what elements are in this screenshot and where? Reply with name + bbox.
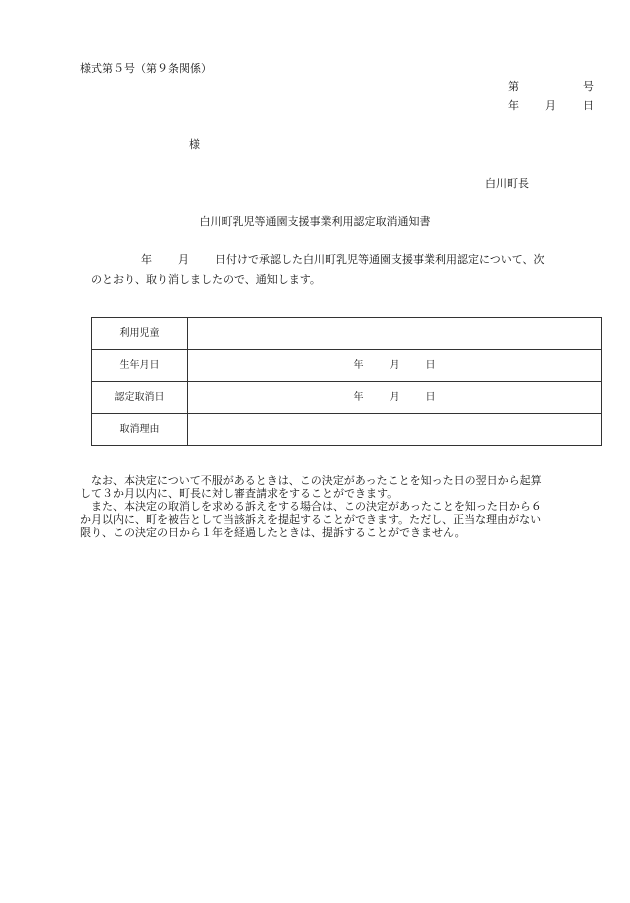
appeal-notice-line-2: して３か月以内に、町長に対し審査請求をすることができます。 — [80, 487, 399, 500]
cancel-date-year: 年 — [353, 391, 364, 403]
body-month: 月 — [178, 253, 189, 266]
birthdate-month: 月 — [389, 359, 400, 371]
form-number: 様式第５号（第９条関係） — [80, 62, 212, 75]
document-number-suffix: 号 — [583, 80, 594, 93]
table-row — [92, 414, 602, 446]
body-line1-text: 日付けで承認した白川町乳児等通園支援事業利用認定について、次 — [215, 253, 545, 266]
notification-detail-table — [91, 317, 602, 446]
lawsuit-notice — [80, 500, 605, 539]
table-label-birthdate: 生年月日 — [92, 350, 188, 382]
appeal-notice — [80, 474, 605, 500]
lawsuit-notice-line-3: 限り、この決定の日から１年を経過したときは、提訴することができません。 — [80, 526, 466, 539]
birthdate-year: 年 — [353, 359, 364, 371]
issue-date-month: 月 — [545, 99, 556, 112]
appeal-notice-line-1: なお、本決定について不服があるときは、この決定があったことを知った日の翌日から起算 — [91, 474, 542, 487]
issue-date-year: 年 — [508, 99, 519, 112]
birthdate-day: 日 — [425, 359, 436, 371]
table-value-cancel-date — [188, 382, 602, 414]
lawsuit-notice-line-1: また、本決定の取消しを求める訴えをする場合は、この決定があったことを知った日から６ — [91, 500, 542, 513]
issuer-name: 白川町長 — [485, 177, 529, 190]
table-value-birthdate — [188, 350, 602, 382]
document-number-prefix: 第 — [508, 80, 519, 93]
table-row — [92, 318, 602, 350]
recipient-suffix: 様 — [189, 138, 200, 151]
lawsuit-notice-line-2: か月以内に、町を被告として当該訴えを提起することができます。ただし、正当な理由がない — [80, 513, 542, 526]
table-label-cancel-date: 認定取消日 — [92, 382, 188, 414]
table-value-reason — [188, 414, 602, 446]
cancel-date-month: 月 — [389, 391, 400, 403]
body-paragraph-line-1 — [141, 254, 545, 265]
body-paragraph-line-2: のとおり、取り消しましたので、通知します。 — [91, 273, 321, 286]
issue-date-day: 日 — [583, 99, 594, 112]
table-value-child — [188, 318, 602, 350]
cancel-date-day: 日 — [425, 391, 436, 403]
document-title: 白川町乳児等通園支援事業利用認定取消通知書 — [199, 215, 431, 228]
table-row — [92, 382, 602, 414]
table-label-reason: 取消理由 — [92, 414, 188, 446]
table-row — [92, 350, 602, 382]
body-year: 年 — [141, 253, 152, 266]
table-label-child: 利用児童 — [92, 318, 188, 350]
